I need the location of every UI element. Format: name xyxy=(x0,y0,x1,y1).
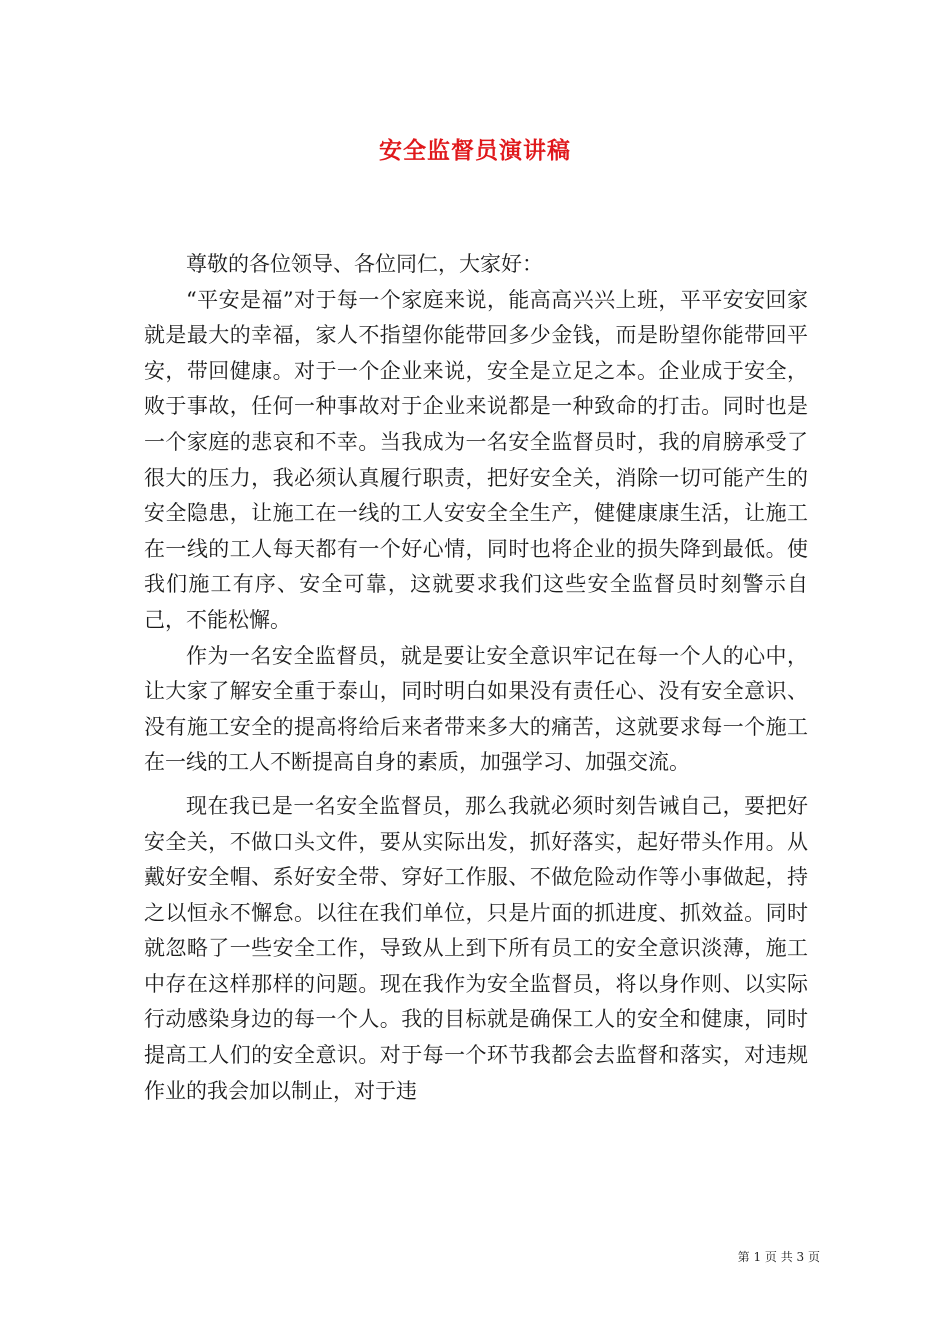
document-title: 安全监督员演讲稿 xyxy=(379,138,571,164)
body-paragraph-2: 作为一名安全监督员，就是要让安全意识牢记在每一个人的心中，让大家了解安全重于泰山，同时明白如果没有责任心、没有安全意识、没有施工安全的提高将给后来者带来多大的痛苦，这就要求每一个施工在一线的工人不断提高自身的素质，加强学习、加强交流。 xyxy=(144,643,808,775)
greeting-paragraph: 尊敬的各位领导、各位同仁，大家好： xyxy=(186,252,543,276)
page-number: 第 1 页 共 3 页 xyxy=(737,1250,820,1264)
document-body xyxy=(144,247,808,1109)
body-paragraph-1: “平安是福”对于每一个家庭来说，能高高兴兴上班，平平安安回家就是最大的幸福，家人不指望你能带回多少金钱，而是盼望你能带回平安，带回健康。对于一个企业来说，安全是立足之本。企业成于安全，败于事故，任何一种事故对于企业来说都是一种致命的打击。同时也是一个家庭的悲哀和不幸。当我成为一名安全监督员时，我的肩膀承受了很大的压力，我必须认真履行职责，把好安全关，消除一切可能产生的安全隐患，让施工在一线的工人安安全全生产，健健康康生活，让施工在一线的工人每天都有一个好心情，同时也将企业的损失降到最低。使我们施工有序、安全可靠，这就要求我们这些安全监督员时刻警示自己，不能松懈。 xyxy=(144,287,808,632)
body-paragraph-3: 现在我已是一名安全监督员，那么我就必须时刻告诫自己，要把好安全关，不做口头文件，要从实际出发，抓好落实，起好带头作用。从戴好安全帽、系好安全带、穿好工作服、不做危险动作等小事做起，持之以恒永不懈怠。以往在我们单位，只是片面的抓进度、抓效益。同时就忽略了一些安全工作，导致从上到下所有员工的安全意识淡薄，施工中存在这样那样的问题。现在我作为安全监督员，将以身作则、以实际行动感染身边的每一个人。我的目标就是确保工人的安全和健康，同时提高工人们的安全意识。对于每一个环节我都会去监督和落实，对违规作业的我会加以制止，对于违 xyxy=(144,793,808,1103)
